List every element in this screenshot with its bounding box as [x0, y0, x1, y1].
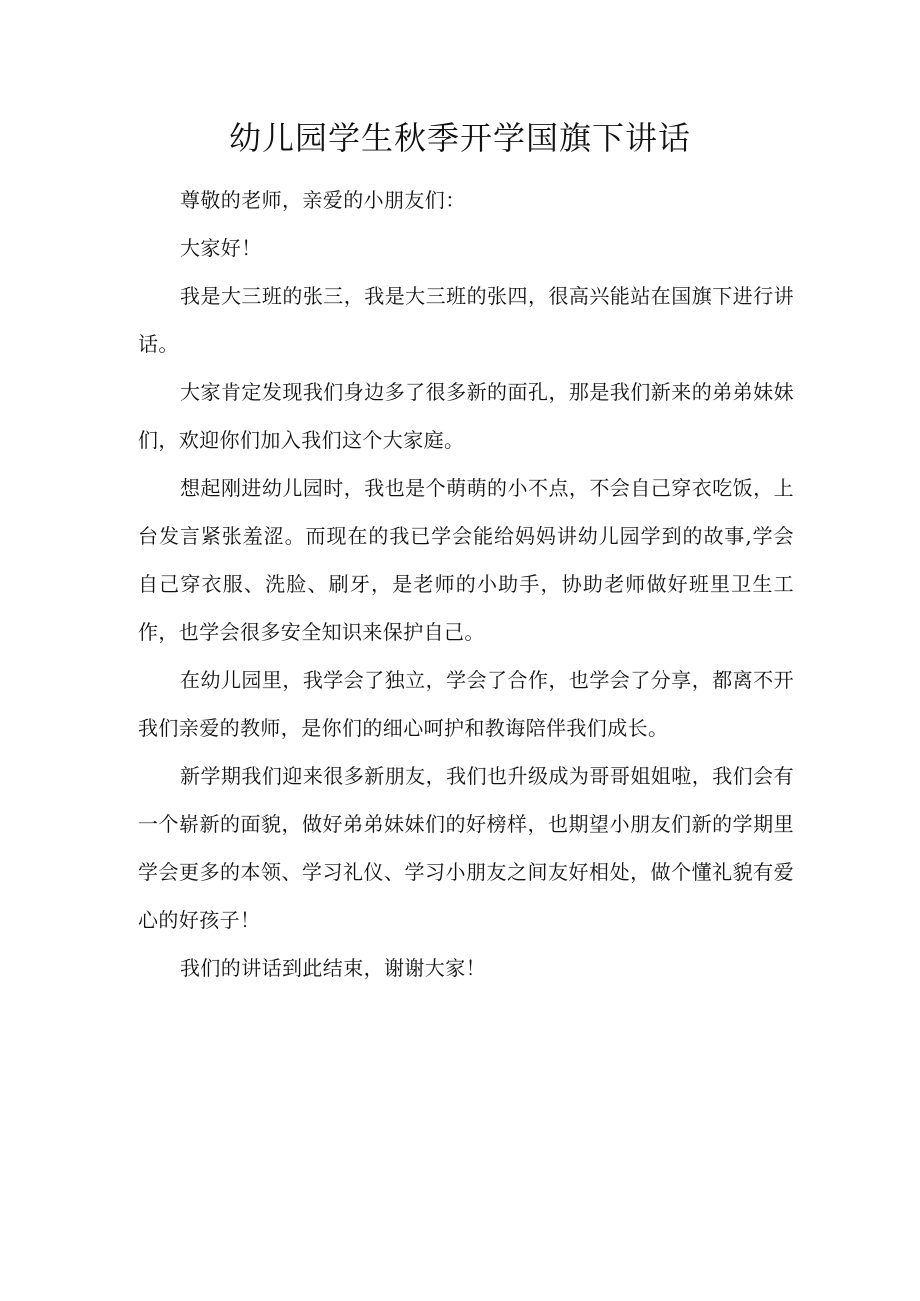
paragraph-greeting: 大家好！ — [180, 236, 262, 260]
paragraph-introduction: 我是大三班的张三，我是大三班的张四，很高兴能站在国旗下进行讲话。 — [138, 284, 794, 356]
page-title: 幼儿园学生秋季开学国旗下讲话 — [228, 119, 691, 157]
speech-body — [138, 176, 794, 992]
paragraph-closing: 我们的讲话到此结束，谢谢大家！ — [180, 956, 486, 980]
paragraph-gratitude: 在幼儿园里，我学会了独立，学会了合作，也学会了分享，都离不开我们亲爱的教师，是你们的细心呵护和教诲陪伴我们成长。 — [138, 668, 794, 740]
paragraph-salutation: 尊敬的老师，亲爱的小朋友们： — [180, 188, 466, 212]
paragraph-welcome: 大家肯定发现我们身边多了很多新的面孔，那是我们新来的弟弟妹妹们，欢迎你们加入我们这个大家庭。 — [138, 380, 794, 452]
paragraph-memories: 想起刚进幼儿园时，我也是个萌萌的小不点，不会自己穿衣吃饭，上台发言紧张羞涩。而现在的我已学会能给妈妈讲幼儿园学到的故事,学会自己穿衣服、洗脸、刷牙，是老师的小助手，协助老师做好班里卫生工作，也学会很多安全知识来保护自己。 — [138, 476, 794, 644]
paragraph-new-semester: 新学期我们迎来很多新朋友，我们也升级成为哥哥姐姐啦，我们会有一个崭新的面貌，做好弟弟妹妹们的好榜样，也期望小朋友们新的学期里学会更多的本领、学习礼仪、学习小朋友之间友好相处，做个懂礼貌有爱心的好孩子！ — [138, 764, 794, 932]
